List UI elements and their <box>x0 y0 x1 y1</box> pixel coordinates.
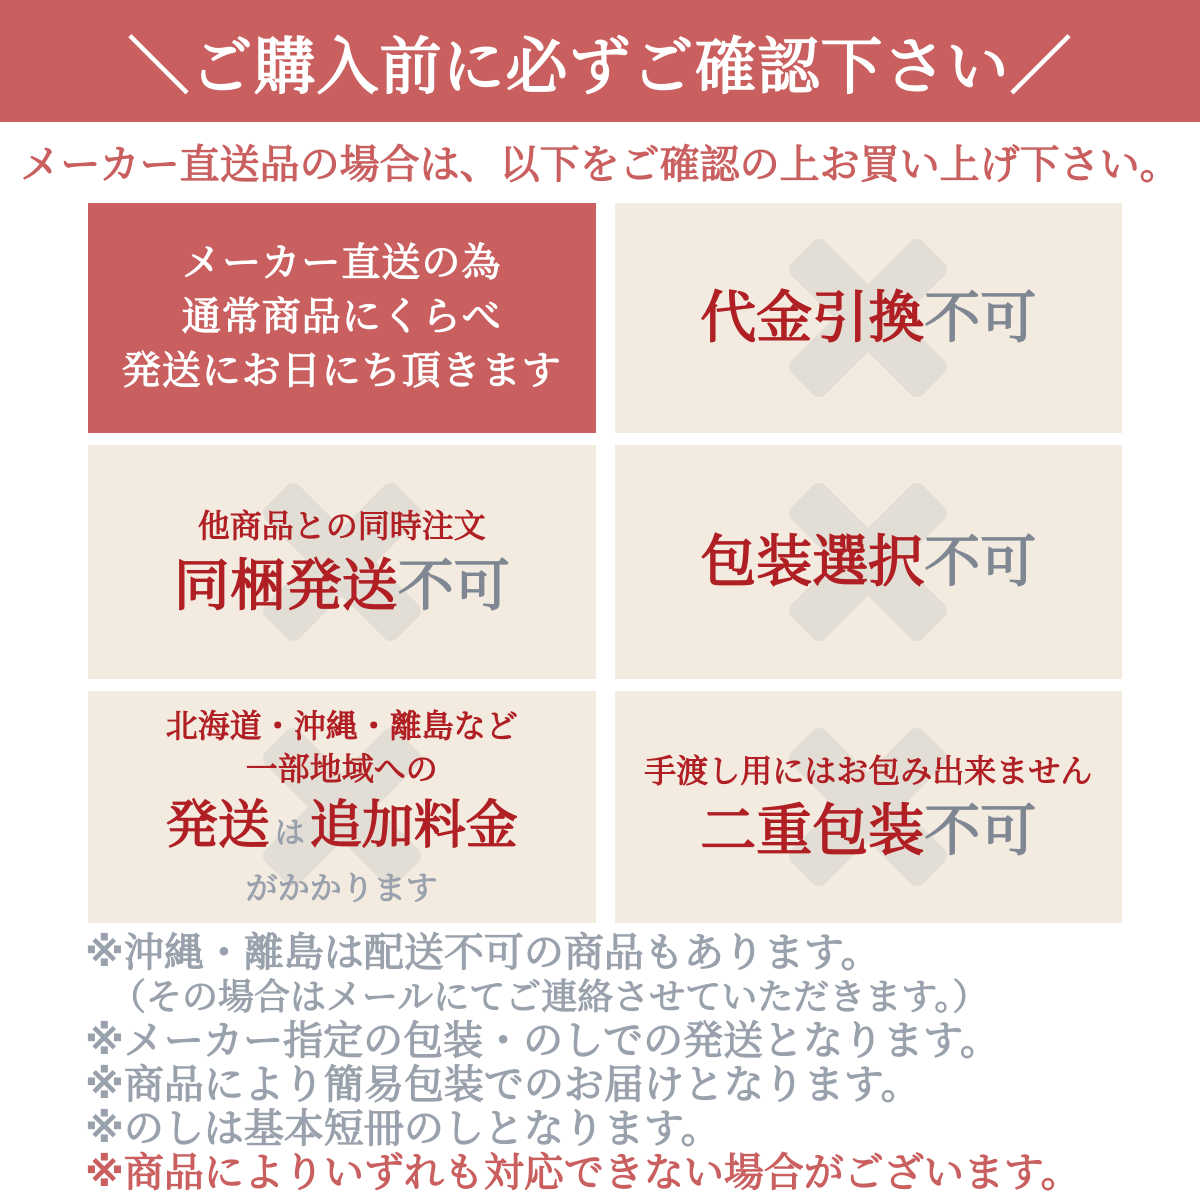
remote-area-label-shipping: 発送 <box>165 796 270 855</box>
note-item: （その場合はメールにてご連絡させていただきます。） <box>110 976 989 1017</box>
wrapping-choice-label-gray: 不可 <box>924 529 1037 593</box>
note-item: ※商品により簡易包装でのお届けとなります。 <box>85 1063 921 1107</box>
box-wrapping-choice-not-available <box>615 445 1123 679</box>
remote-area-tail: がかかります <box>245 870 438 907</box>
cod-label <box>700 286 1036 350</box>
double-wrapping-label <box>700 799 1036 863</box>
note-item: ※メーカー指定の包装・のしでの発送となります。 <box>85 1019 1000 1063</box>
box-double-wrapping-not-available <box>615 691 1123 923</box>
box-cod-not-available <box>615 203 1123 433</box>
box-remote-area-fee <box>88 691 596 923</box>
cod-label-red: 代金引換 <box>700 285 925 349</box>
box-bundle-not-available <box>88 445 596 679</box>
double-wrapping-label-gray: 不可 <box>924 799 1037 863</box>
direct-shipping-line: メーカー直送の為 <box>182 242 502 286</box>
note-item: ※のしは基本短冊のしとなります。 <box>85 1107 721 1151</box>
remote-area-particle: は <box>274 816 305 850</box>
double-wrapping-label-red: 二重包装 <box>700 799 925 863</box>
bundle-label-red: 同梱発送 <box>173 554 398 618</box>
note-item-warning: ※商品によりいずれも対応できない場合がございます。 <box>85 1151 1081 1195</box>
direct-shipping-line: 発送にお日にち頂きます <box>121 349 562 393</box>
remote-area-sub-line: 一部地域への <box>245 750 438 787</box>
direct-shipping-line: 通常商品にくらべ <box>181 296 502 340</box>
header-banner <box>0 0 1200 122</box>
wrapping-choice-label-red: 包装選択 <box>700 529 925 593</box>
box-direct-shipping <box>88 203 596 433</box>
remote-area-label-fee: 追加料金 <box>309 796 518 855</box>
wrapping-choice-label <box>700 530 1036 594</box>
bundle-sub-label: 他商品との同時注文 <box>197 508 486 545</box>
notice-grid <box>88 203 1122 923</box>
page-title: ＼ご購入前に必ずご確認下さい／ <box>127 32 1073 102</box>
bundle-label-gray: 不可 <box>397 554 510 618</box>
remote-area-sub-line: 北海道・沖縄・離島など <box>165 707 518 744</box>
notes-list <box>85 931 1175 1195</box>
cod-label-gray: 不可 <box>924 285 1037 349</box>
remote-area-fee-label <box>166 795 518 857</box>
double-wrapping-sub-label: 手渡し用にはお包み出来ません <box>644 753 1093 790</box>
subtitle: メーカー直送品の場合は、以下をご確認の上お買い上げ下さい。 <box>20 143 1180 187</box>
note-item: ※沖縄・離島は配送不可の商品もあります。 <box>85 931 881 975</box>
bundle-label <box>174 554 510 618</box>
